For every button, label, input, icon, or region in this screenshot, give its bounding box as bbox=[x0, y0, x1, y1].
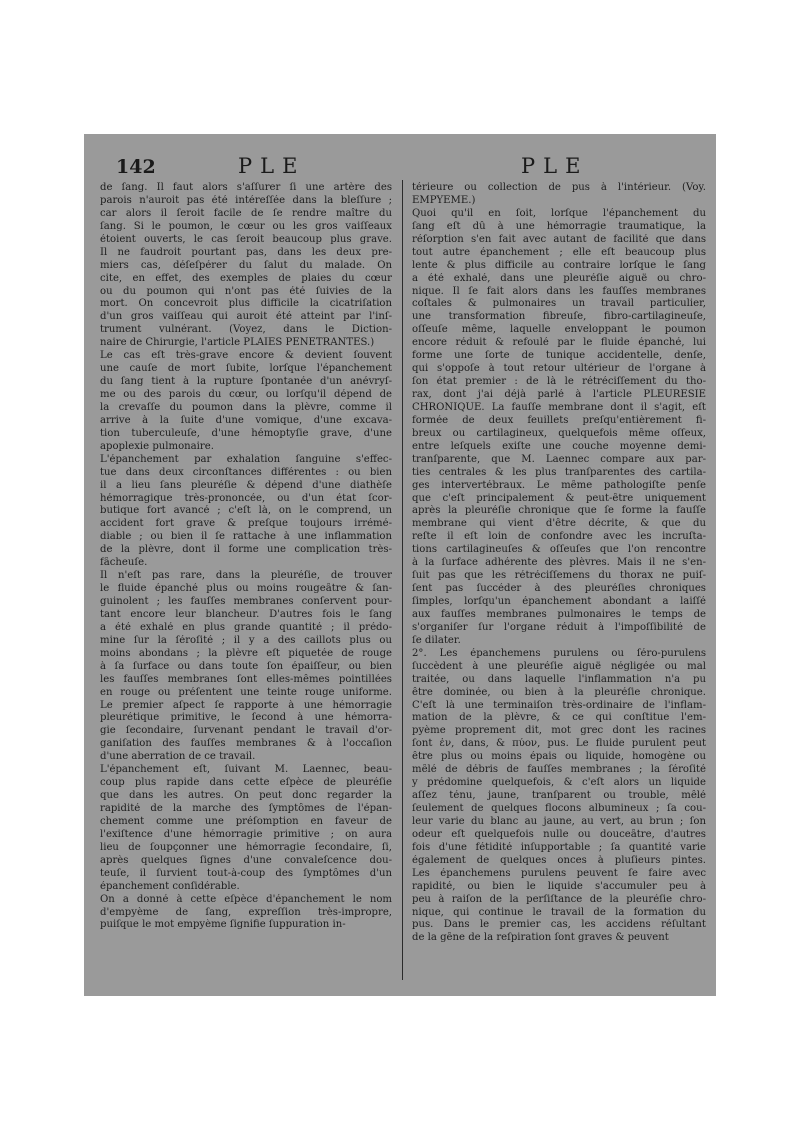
right-column-line: odeur eſt quelquefois nulle ou douceâtre, d'autres bbox=[412, 828, 706, 840]
right-column-line: CHRONIQUE. La fauſſe membrane dont il s'agit, eſt bbox=[412, 401, 706, 413]
right-column-line: ſeulement de quelques flocons albumineux ; ſa cou- bbox=[412, 803, 706, 814]
right-column-line: qui s'oppoſe à tout retour ultérieur de l'organe à bbox=[412, 363, 706, 375]
left-column-line: Il n'eſt pas rare, dans la pleuréſie, de trouver bbox=[100, 570, 392, 582]
left-column-line: guinolent ; les fauſſes membranes conſervent pour- bbox=[100, 596, 392, 607]
right-column-line: rapidité, ou bien le liquide s'accumuler peu à bbox=[412, 880, 706, 892]
left-column-line: l'exiſtence d'une hémorragie primitive ; on aura bbox=[100, 828, 392, 840]
right-column-line: tions cartilagineuſes & oſſeuſes que l'on rencontre bbox=[412, 544, 706, 556]
left-column-line: du ſang tient à la rupture ſpontanée d'un anévryſ- bbox=[100, 376, 392, 388]
right-column-line: aux fauſſes membranes pulmonaires le temps de bbox=[412, 608, 706, 620]
right-column-line: ſont ἐν, dans, & πύον, pus. Le fluide purulent peut bbox=[412, 738, 706, 750]
left-column-line: cite, en effet, des exemples de plaies du cœur bbox=[100, 272, 392, 284]
left-column-line: de ſang. Il faut alors s'aſſurer ſi une artère des bbox=[100, 182, 392, 193]
right-column-line: oſſeuſe même, laquelle enveloppant le poumon bbox=[412, 324, 706, 336]
left-column-line: tant encore leur blancheur. D'autres fois le ſang bbox=[100, 608, 392, 620]
left-column-line: pleurétique primitive, le ſecond à une hémorra- bbox=[100, 712, 392, 724]
left-column-line: épanchement conſidérable. bbox=[100, 880, 240, 892]
page-header bbox=[84, 154, 716, 184]
left-column-line: teuſe, il ſurvient tout-à-coup des ſymptômes d'un bbox=[100, 867, 392, 879]
right-column-line: ſang eſt dû à une hémorragie traumatique, la bbox=[412, 220, 706, 232]
right-column-line: a été exhalé, dans une pleuréſie aiguë ou chro- bbox=[412, 272, 706, 284]
right-column-line: encore réduit & refoulé par le fluide épanché, lui bbox=[412, 337, 706, 349]
right-column-line: s'organiſer ſur l'organe réduit à l'impoſſibilité de bbox=[412, 621, 706, 633]
right-column-line: ſimples, lorſqu'un épanchement abondant a laiſſé bbox=[412, 596, 706, 607]
left-column-line: me ou des parois du cœur, ou lorſqu'il dépend de bbox=[100, 389, 392, 400]
left-column-line: L'épanchement eſt, ſuivant M. Laennec, beau- bbox=[100, 764, 392, 776]
left-column-line: mort. On concevroit plus difficile la cicatriſation bbox=[100, 298, 392, 310]
left-column-line: étoient ouverts, le cas ſeroit beaucoup plus grave. bbox=[100, 233, 392, 245]
right-column-line: après la pleuréſie chronique que ſe forme la fauſſe bbox=[412, 505, 706, 517]
left-column-line: d'empyème de ſang, expreſſion très-impropre, bbox=[100, 906, 392, 918]
left-column-line: ganiſation des fauſſes membranes & à l'occaſion bbox=[100, 738, 392, 750]
left-column-line: arrive à la ſuite d'une vomique, d'une excava- bbox=[100, 414, 392, 426]
right-column-line: ties centrales & les plus tranſparentes des cartila- bbox=[412, 466, 706, 478]
right-column-line: peu à raiſon de la perſiſtance de la pleuréſie chro- bbox=[412, 893, 706, 905]
right-column-line: mation de la plèvre, & ce qui conſtitue l'em- bbox=[412, 712, 706, 724]
left-column-line: Le premier aſpect ſe rapporte à une hémorragie bbox=[100, 699, 392, 711]
right-column-line: être plus ou moins épais ou liquide, homogène ou bbox=[412, 751, 706, 763]
left-column-line: naire de Chirurgie, l'article PLAIES PÉNÉTRANTES.) bbox=[100, 337, 375, 349]
page-number: 142 bbox=[116, 156, 156, 178]
left-column-line: accident fort grave & preſque toujours irrémé- bbox=[100, 518, 392, 530]
right-column-line: nique, qui continue le travail de la formation du bbox=[412, 906, 706, 918]
right-column-line: Les épanchemens purulens peuvent ſe faire avec bbox=[412, 867, 706, 879]
right-column-line: breux ou cartilagineux, quelquefois même oſſeux, bbox=[412, 427, 706, 439]
left-column-line: lieu de ſoupçonner une hémorragie ſecondaire, ſi, bbox=[100, 841, 392, 853]
right-column-line: pus. Dans le premier cas, les accidens réſultant bbox=[412, 919, 706, 931]
right-column bbox=[412, 182, 706, 945]
left-column-line: diable ; ou bien il ſe rattache à une inflammation bbox=[100, 531, 392, 543]
left-column-line: Le cas eſt très-grave encore & devient ſouvent bbox=[100, 350, 392, 362]
right-column-line: aſſez ténu, jaune, tranſparent ou trouble, mêlé bbox=[412, 790, 706, 802]
left-column-line: car alors il ſeroit facile de ſe rendre maître du bbox=[100, 207, 392, 219]
right-column-line: entre leſquels exiſte une couche moyenne demi- bbox=[412, 440, 706, 452]
right-column-line: EMPYÈME.) bbox=[412, 194, 476, 206]
left-column-line: trument vulnérant. (Voyez, dans le Diction- bbox=[100, 324, 392, 336]
scanned-page bbox=[84, 134, 716, 996]
left-column-line: une cauſe de mort ſubite, lorſque l'épanchement bbox=[100, 363, 392, 375]
left-column-line: ou du poumon qui n'ont pas été ſuivies de la bbox=[100, 285, 392, 297]
running-head-left: PLE bbox=[238, 154, 306, 178]
right-column-line: 2°. Les épanchemens purulens ou ſéro-purulens bbox=[412, 647, 706, 659]
left-column-line: après quelques ſignes d'une convaleſcence dou- bbox=[100, 854, 392, 866]
left-column-line: le fluide épanché plus ou moins rougeâtre & ſan- bbox=[100, 583, 392, 595]
right-column-line: fois d'une fétidité inſupportable ; ſa quantité varie bbox=[412, 841, 706, 853]
right-column-line: térieure ou collection de pus à l'intérieur. (Voy. bbox=[412, 182, 706, 193]
right-column-line: coſtales & pulmonaires un travail particulier, bbox=[412, 298, 706, 310]
left-column-line: parois n'auroit pas été intéreſſée dans la bleſſure ; bbox=[100, 194, 392, 206]
right-column-line: ſent pas ſuccéder à des pleuréſies chroniques bbox=[412, 583, 706, 595]
left-column-line: les fauſſes membranes ſont elles-mêmes pointillées bbox=[100, 673, 392, 685]
right-column-line: ges intervertébraux. Le même pathologiſte penſe bbox=[412, 479, 706, 491]
left-column-line: gie ſecondaire, ſurvenant pendant le travail d'or- bbox=[100, 725, 392, 737]
left-column-line: de la plèvre, dont il forme une complication très- bbox=[100, 544, 392, 556]
left-column-line: la crevaſſe du poumon dans la plèvre, comme il bbox=[100, 401, 392, 413]
right-column-line: également de quelques onces à pluſieurs pintes. bbox=[412, 854, 706, 866]
left-column-line: il a lieu ſans pleuréſie & dépend d'une diathèſe bbox=[100, 479, 392, 491]
right-column-line: tranſparente, que M. Laennec compare aux par- bbox=[412, 453, 706, 465]
right-column-line: réſorption s'en fait avec autant de facilité que dans bbox=[412, 233, 706, 245]
right-column-line: ſuccèdent à une pleuréſie aiguë négligée ou mal bbox=[412, 660, 706, 672]
left-column-line: moins abondans ; la plèvre eſt piquetée de rouge bbox=[100, 647, 392, 659]
left-column-line: d'une aberration de ce travail. bbox=[100, 751, 256, 763]
left-column-line: L'épanchement par exhalation ſanguine s'effec- bbox=[100, 453, 392, 465]
right-column-line: nique. Il ſe fait alors dans les fauſſes membranes bbox=[412, 285, 706, 297]
left-column-line: en rouge ou préſentent une teinte rouge uniforme. bbox=[100, 686, 392, 698]
right-column-line: être dominée, ou bien à la pleuréſie chronique. bbox=[412, 686, 706, 698]
left-column-line: puiſque le mot empyème ſignifie ſuppuration in- bbox=[100, 919, 346, 931]
left-column-line: On a donné à cette eſpèce d'épanchement le nom bbox=[100, 893, 392, 905]
left-column-line: hémorragique très-prononcée, ou d'un état ſcor- bbox=[100, 492, 392, 504]
left-column-line: chement comme une préſomption en faveur de bbox=[100, 815, 392, 827]
right-column-line: y prédomine quelquefois, & c'eſt alors un liquide bbox=[412, 777, 706, 789]
left-column-line: Il ne faudroit pourtant pas, dans les deux pre- bbox=[100, 246, 392, 258]
right-column-line: rax, dont j'ai déjà parlé à l'article PLEURÉSIE bbox=[412, 389, 706, 400]
left-column-line: apoplexie pulmonaire. bbox=[100, 440, 214, 452]
right-column-line: Quoi qu'il en ſoit, lorſque l'épanchement du bbox=[412, 207, 706, 219]
right-column-line: formée de deux feuillets preſqu'entièrement fi- bbox=[412, 414, 706, 426]
left-column-line: a été exhalé en plus grande quantité ; il prédo- bbox=[100, 621, 392, 633]
right-column-line: de la gêne de la reſpiration ſont graves & peuvent bbox=[412, 932, 669, 944]
left-column-line: coup plus rapide dans cette eſpèce de pleuréſie bbox=[100, 777, 392, 789]
left-column-line: rapidité de la marche des ſymptômes de l'épan- bbox=[100, 803, 392, 814]
right-column-line: forme une ſorte de tunique accidentelle, denſe, bbox=[412, 350, 706, 362]
right-column-line: traitée, ou dans laquelle l'inflammation n'a pu bbox=[412, 673, 706, 685]
left-column-line: butique fort avancé ; c'eſt là, on le comprend, un bbox=[100, 505, 392, 517]
left-column-line: tion tuberculeuſe, d'une hémoptyſie grave, d'une bbox=[100, 427, 392, 439]
right-column-line: lente & plus difficile au contraire lorſque le ſang bbox=[412, 259, 706, 271]
left-column-line: à ſa ſurface ou dans toute ſon épaiſſeur, ou bien bbox=[100, 660, 392, 672]
right-column-line: à la ſurface adhérente des plèvres. Mais il ne s'en- bbox=[412, 557, 706, 569]
right-column-line: leur varie du blanc au jaune, au vert, au brun ; ſon bbox=[412, 815, 706, 827]
column-divider bbox=[402, 180, 403, 980]
right-column-line: ſe dilater. bbox=[412, 634, 461, 646]
right-column-line: ſuit pas que les rétréciſſemens du thorax ne puiſ- bbox=[412, 570, 706, 582]
left-column-line: fâcheuſe. bbox=[100, 557, 148, 569]
right-column-line: ſon état premier : de là le rétréciſſement du tho- bbox=[412, 376, 706, 388]
right-column-line: une transformation fibreuſe, fibro-cartilagineuſe, bbox=[412, 311, 706, 323]
left-column-line: mine ſur la ſéroſité ; il y a des caillots plus ou bbox=[100, 634, 392, 646]
right-column-line: mêlé de débris de fauſſes membranes ; la ſéroſité bbox=[412, 764, 706, 776]
left-column-line: miers cas, déſeſpérer du ſalut du malade. On bbox=[100, 259, 392, 271]
right-column-line: C'eſt là une terminaiſon très-ordinaire de l'inflam- bbox=[412, 699, 706, 711]
right-column-line: pyème proprement dit, mot grec dont les racines bbox=[412, 725, 706, 737]
right-column-line: que c'eſt principalement & peut-être uniquement bbox=[412, 492, 706, 504]
left-column bbox=[100, 182, 392, 932]
right-column-line: reſte il eſt loin de confondre avec les incruſta- bbox=[412, 531, 706, 543]
left-column-line: ſang. Si le poumon, le cœur ou les gros vaiſſeaux bbox=[100, 220, 392, 232]
right-column-line: tout autre épanchement ; elle eſt beaucoup plus bbox=[412, 246, 706, 258]
left-column-line: d'un gros vaiſſeau qui auroit été atteint par l'inſ- bbox=[100, 311, 392, 323]
right-column-line: membrane qui vient d'être décrite, & que du bbox=[412, 518, 706, 530]
left-column-line: tue dans deux circonſtances différentes : ou bien bbox=[100, 466, 392, 478]
running-head-right: PLE bbox=[521, 154, 589, 178]
left-column-line: que dans les autres. On peut donc regarder la bbox=[100, 790, 392, 802]
